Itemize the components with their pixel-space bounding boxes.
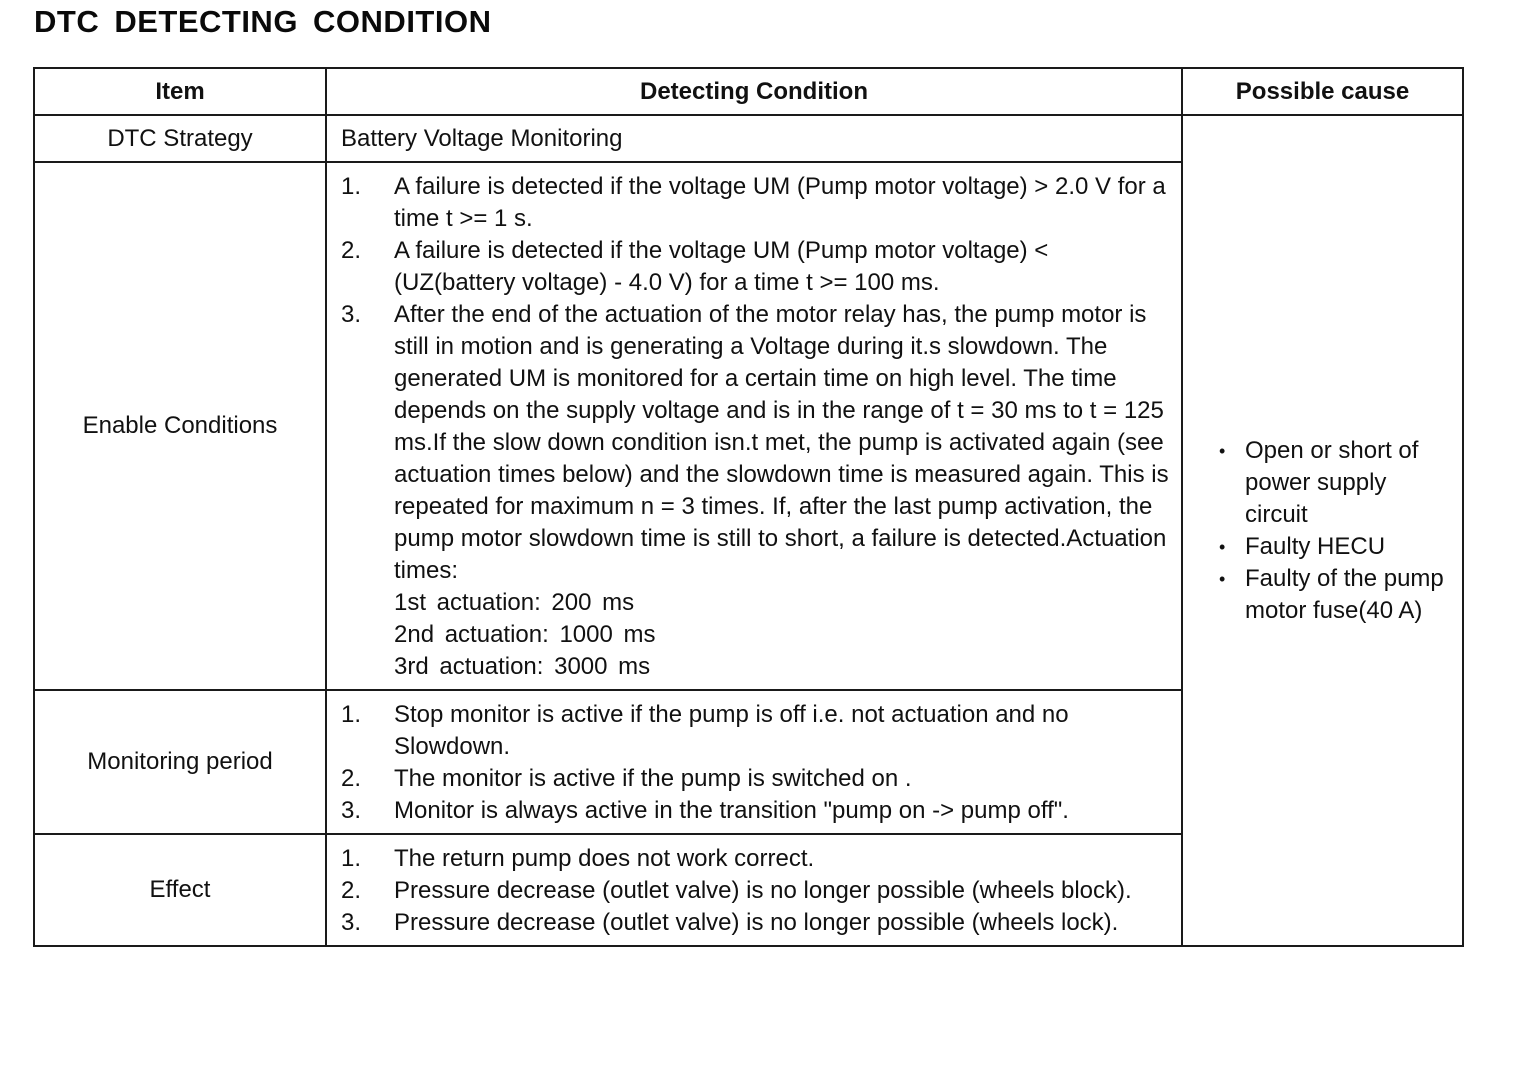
item-dtc-strategy: DTC Strategy (34, 115, 326, 162)
table-row-dtc-strategy (34, 115, 1463, 162)
condition-monitoring-period (326, 690, 1182, 834)
list-text: Pressure decrease (outlet valve) is no longer possible (wheels lock). (394, 909, 1119, 936)
possible-cause-list (1219, 435, 1452, 627)
list-text: A failure is detected if the voltage UM (Pump motor voltage) < (UZ(battery voltage) - 4.0 V) for a time t >= 100 ms. (394, 237, 1049, 296)
bullet-icon: • (1219, 536, 1226, 557)
list-text: The monitor is active if the pump is switched on . (394, 765, 912, 792)
condition-effect (326, 834, 1182, 946)
condition-dtc-strategy: Battery Voltage Monitoring (326, 115, 1182, 162)
list-item (341, 235, 1171, 299)
list-text: Monitor is always active in the transition "pump on -> pump off". (394, 797, 1069, 824)
list-number: 2. (341, 765, 362, 792)
list-item (341, 907, 1171, 939)
enable-conditions-list (341, 171, 1171, 587)
list-number: 1. (341, 173, 362, 200)
list-text: The return pump does not work correct. (394, 845, 815, 872)
list-number: 2. (341, 877, 362, 904)
list-text: A failure is detected if the voltage UM (Pump motor voltage) > 2.0 V for a time t >= 1 s. (394, 173, 1166, 232)
list-number: 3. (341, 301, 362, 328)
list-number: 2. (341, 237, 362, 264)
list-item (1219, 531, 1452, 563)
list-item (341, 299, 1171, 587)
possible-cause-cell (1182, 115, 1463, 946)
header-possible-cause: Possible cause (1182, 68, 1463, 115)
list-item (341, 875, 1171, 907)
header-detecting-condition: Detecting Condition (326, 68, 1182, 115)
list-item (1219, 435, 1452, 531)
bullet-icon: • (1219, 440, 1226, 461)
list-item (341, 795, 1171, 827)
list-text: Stop monitor is active if the pump is off i.e. not actuation and no Slowdown. (394, 701, 1069, 760)
list-number: 3. (341, 909, 362, 936)
list-number: 1. (341, 701, 362, 728)
list-item (1219, 563, 1452, 627)
item-enable-conditions: Enable Conditions (34, 162, 326, 690)
item-monitoring-period: Monitoring period (34, 690, 326, 834)
bullet-icon: • (1219, 568, 1226, 589)
header-item: Item (34, 68, 326, 115)
list-item (341, 763, 1171, 795)
cause-text: Faulty HECU (1245, 532, 1386, 560)
list-item (341, 843, 1171, 875)
condition-enable-conditions (326, 162, 1182, 690)
page-title: DTC DETECTING CONDITION (34, 4, 492, 39)
actuation-time-2: 2nd actuation: 1000 ms (394, 621, 656, 648)
monitoring-period-list (341, 699, 1171, 827)
list-item (341, 171, 1171, 235)
dtc-table (33, 67, 1464, 947)
cause-text: Faulty of the pump motor fuse(40 A) (1245, 564, 1444, 624)
list-number: 1. (341, 845, 362, 872)
cause-text: Open or short of power supply circuit (1245, 436, 1419, 528)
actuation-time-1: 1st actuation: 200 ms (394, 589, 635, 616)
actuation-time-3: 3rd actuation: 3000 ms (394, 653, 651, 680)
item-effect: Effect (34, 834, 326, 946)
list-number: 3. (341, 797, 362, 824)
list-text: Pressure decrease (outlet valve) is no longer possible (wheels block). (394, 877, 1132, 904)
table-header-row (34, 68, 1463, 115)
effect-list (341, 843, 1171, 939)
list-item (341, 699, 1171, 763)
list-text: After the end of the actuation of the motor relay has, the pump motor is still in motion and is generating a Voltage during it.s slowdown. The generated UM is monitored for a certain time on high level. The time depends on the supply voltage and is in the range of t = 30 ms to t = 125 ms.If the slow down condition isn.t met, the pump is activated again (see actuation times below) and the slowdown time is measured again. This is repeated for maximum n = 3 times. If, after the last pump activation, the pump motor slowdown time is still to short, a failure is detected.Actuation times: (394, 301, 1169, 584)
